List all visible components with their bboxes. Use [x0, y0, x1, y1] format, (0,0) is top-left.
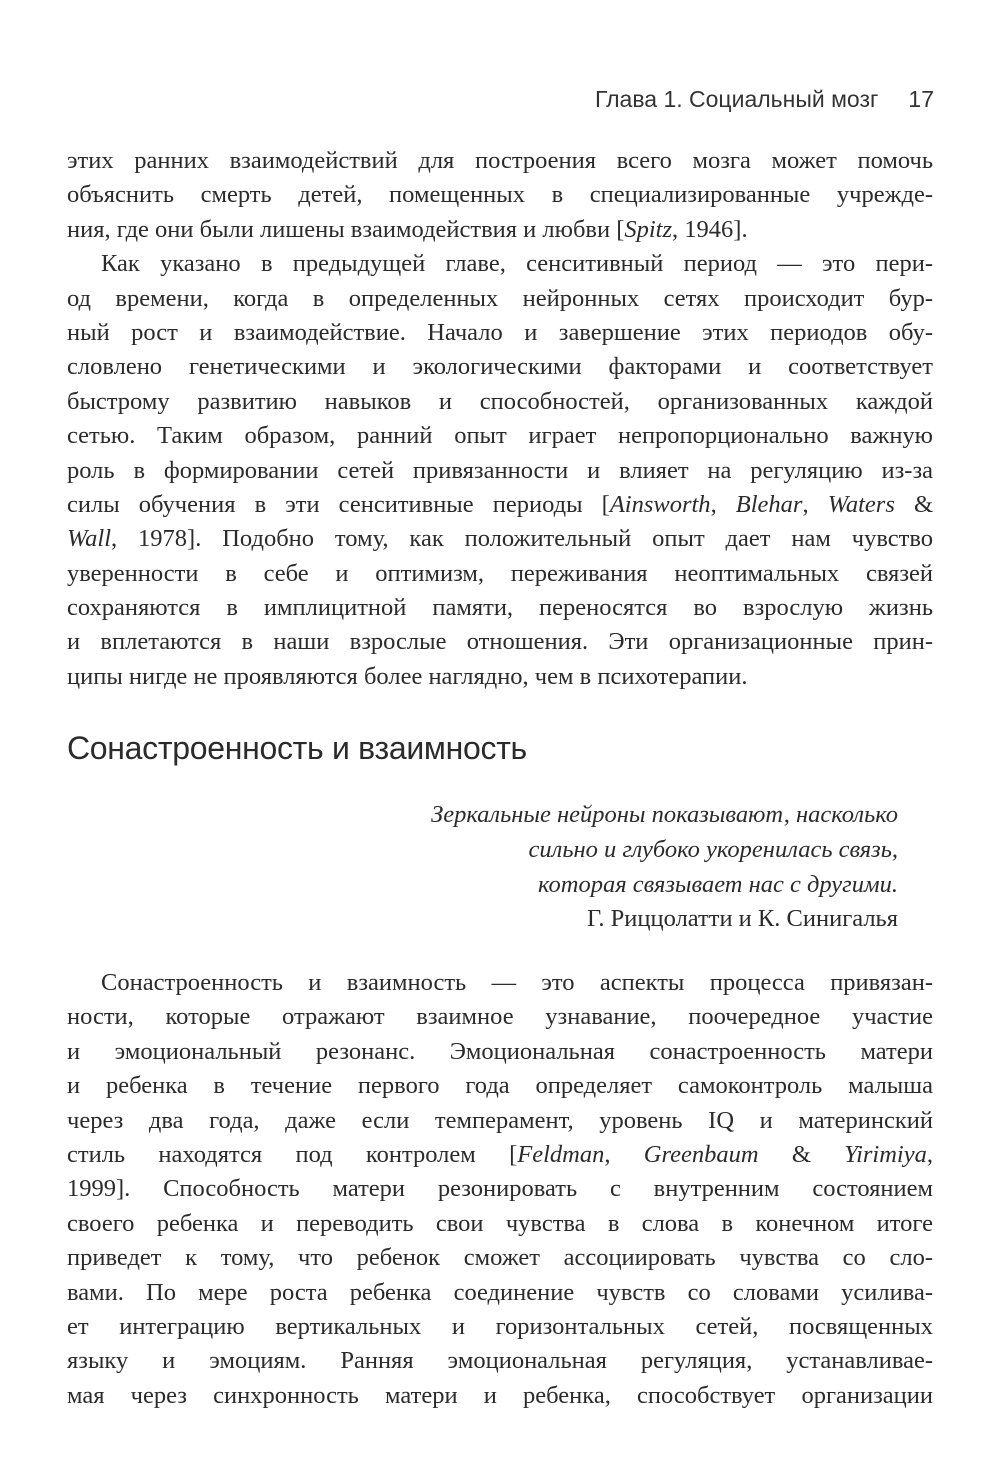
- text-line: [67, 1276, 933, 1310]
- page-number: 17: [908, 86, 934, 112]
- text-line: [67, 1172, 933, 1206]
- citation-author: Wall: [67, 525, 112, 553]
- text-line: [67, 213, 933, 247]
- text-run: стиль находятся под контролем [: [67, 1140, 518, 1168]
- text-run: ,: [926, 1140, 933, 1168]
- text-run: языку и эмоциям. Ранняя эмоциональная регуляция, устанавливае-: [67, 1347, 933, 1375]
- text-run: ,: [802, 490, 828, 518]
- text-run: вами. По мере роста ребенка соединение чувств со словами усилива-: [67, 1278, 933, 1306]
- citation-author: Greenbaum: [643, 1140, 759, 1168]
- text-line: [67, 282, 933, 316]
- text-run: силы обучения в эти сенситивные периоды [: [67, 490, 610, 518]
- section-heading: Сонастроенность и взаимность: [67, 730, 527, 766]
- citation-author: Spitz: [624, 215, 673, 243]
- epigraph: [431, 798, 898, 937]
- citation-author: Ainsworth: [609, 490, 711, 518]
- text-run: и ребенка в течение первого года определяет самоконтроль малыша: [67, 1072, 933, 1100]
- text-line: [67, 419, 933, 453]
- citation-author: Blehar: [735, 490, 803, 518]
- text-run: Как указано в предыдущей главе, сенситивный период — это пери-: [101, 250, 933, 278]
- text-run: приведет к тому, что ребенок сможет ассоциировать чувства со сло-: [67, 1244, 933, 1272]
- citation-author: Feldman: [517, 1140, 605, 1168]
- epigraph-line: которая связывает нас с другими.: [538, 870, 898, 898]
- text-run: Сонастроенность и взаимность — это аспекты процесса привязан-: [101, 969, 933, 996]
- text-line: [67, 144, 933, 178]
- chapter-title: Глава 1. Социальный мозг: [594, 86, 879, 112]
- text-run: через два года, даже если темперамент, уровень IQ и материнский: [67, 1106, 933, 1134]
- text-line: [67, 1310, 933, 1344]
- body-text-block-1: [67, 144, 933, 694]
- text-line: [67, 625, 933, 659]
- citation-author: Yirimiya: [844, 1140, 927, 1168]
- text-run: сохраняются в имплицитной памяти, переносятся во взрослую жизнь: [67, 594, 933, 622]
- text-run: и вплетаются в наши взрослые отношения. Эти организационные прин-: [67, 628, 933, 656]
- text-run: этих ранних взаимодействий для построения всего мозга может помочь: [67, 147, 933, 174]
- text-line: [67, 385, 933, 419]
- text-line: [67, 1207, 933, 1241]
- running-header: [595, 86, 934, 113]
- text-line: [67, 316, 933, 350]
- text-line: [67, 350, 933, 384]
- text-line: [67, 1344, 933, 1378]
- text-line: [67, 1379, 933, 1413]
- text-line: [67, 557, 933, 591]
- text-line: [67, 660, 933, 694]
- text-run: и эмоциональный резонанс. Эмоциональная сонастроенность матери: [67, 1037, 933, 1065]
- text-run: , 1946].: [672, 215, 748, 243]
- text-line: [67, 247, 933, 281]
- text-run: словлено генетическими и экологическими факторами и соответствует: [67, 353, 933, 381]
- text-run: быстрому развитию навыков и способностей, организованных каждой: [67, 387, 933, 415]
- text-run: од времени, когда в определенных нейронных сетях происходит бур-: [67, 284, 933, 312]
- epigraph-line: Зеркальные нейроны показывают, насколько: [431, 801, 898, 828]
- text-line: [67, 178, 933, 212]
- text-line: [67, 591, 933, 625]
- text-line: [67, 1035, 933, 1069]
- text-line: [67, 1241, 933, 1275]
- epigraph-line: сильно и глубоко укоренилась связь,: [528, 835, 898, 863]
- text-run: ет интеграцию вертикальных и горизонтальных сетей, посвященных: [67, 1312, 933, 1340]
- text-run: ния, где они были лишены взаимодействия и любви [: [67, 215, 625, 243]
- text-line: [67, 1138, 933, 1172]
- text-line: [67, 488, 933, 522]
- text-run: ,: [604, 1140, 644, 1168]
- text-line: [67, 966, 933, 1000]
- text-run: , 1978]. Подобно тому, как положительный опыт дает нам чувство: [111, 525, 933, 553]
- text-run: роль в формировании сетей привязанности и влияет на регуляцию из-за: [67, 456, 933, 484]
- text-line: [67, 1104, 933, 1138]
- text-run: объяснить смерть детей, помещенных в специализированные учрежде-: [67, 181, 933, 209]
- citation-author: Waters: [827, 490, 895, 518]
- text-run: &: [758, 1140, 845, 1168]
- text-run: 1999]. Способность матери резонировать с внутренним состоянием: [67, 1175, 933, 1203]
- epigraph-author: Г. Риццолатти и К. Синигалья: [587, 905, 898, 933]
- text-line: [67, 1069, 933, 1103]
- text-run: уверенности в себе и оптимизм, переживания неоптимальных связей: [67, 559, 933, 587]
- body-text-block-2: [67, 966, 933, 1413]
- text-run: &: [894, 490, 934, 518]
- text-line: [67, 1000, 933, 1034]
- text-run: сетью. Таким образом, ранний опыт играет непропорционально важную: [67, 422, 933, 450]
- text-line: [67, 522, 933, 556]
- text-run: мая через синхронность матери и ребенка, способствует организации: [67, 1381, 933, 1409]
- text-run: своего ребенка и переводить свои чувства в слова в конечном итоге: [67, 1209, 933, 1237]
- text-line: [67, 454, 933, 488]
- text-run: ный рост и взаимодействие. Начало и завершение этих периодов обу-: [67, 318, 933, 346]
- text-run: ности, которые отражают взаимное узнавание, поочередное участие: [67, 1003, 933, 1031]
- text-run: ципы нигде не проявляются более наглядно, чем в психотерапии.: [67, 662, 748, 690]
- text-run: ,: [710, 490, 736, 518]
